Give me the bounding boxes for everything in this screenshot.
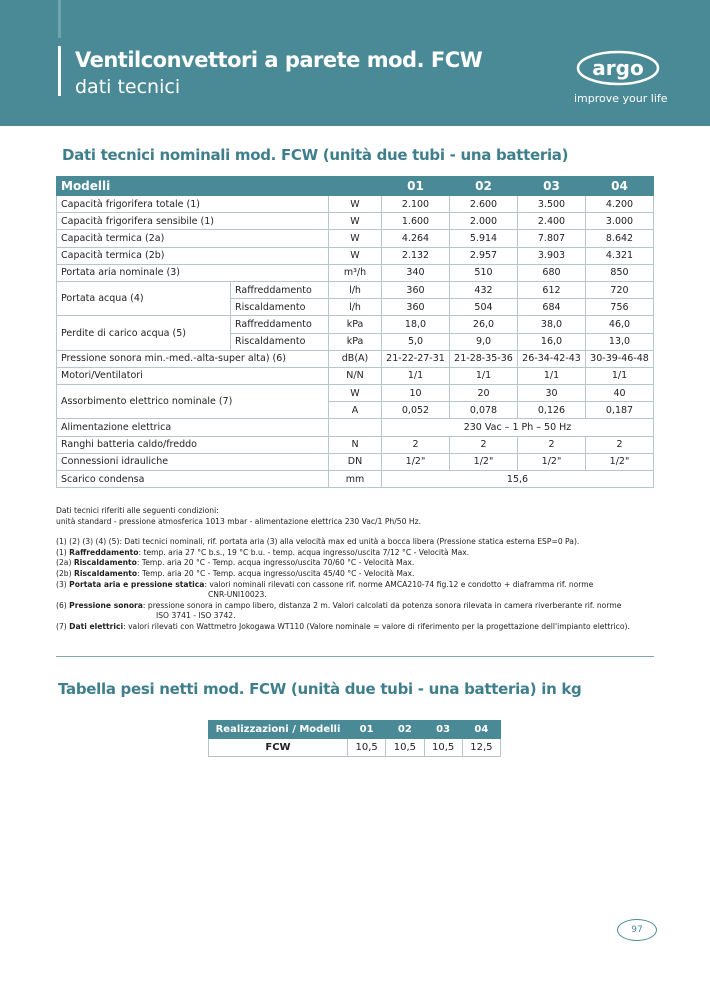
weights-table	[208, 720, 501, 757]
row-label: Perdite di carico acqua (5)	[57, 316, 231, 350]
note-line: ISO 3741 - ISO 3742.	[156, 611, 236, 621]
row-unit	[329, 419, 382, 436]
table-row	[57, 436, 654, 453]
note-line: (6) Pressione sonora: pressione sonora in campo libero, distanza 2 m. Valori calcolati da potenza sonora rilevata in camera riverberante rif. norme	[56, 600, 622, 610]
note-line: (1) (2) (3) (4) (5): Dati tecnici nominali, rif. portata aria (3) alla velocità max ed unità a bocca libera (Pressione statica esterna ESP=0 Pa).	[56, 537, 580, 547]
table-header-row	[209, 721, 501, 739]
table-header-row	[57, 177, 654, 196]
row-value: 18,0	[382, 316, 450, 333]
row-label: FCW	[209, 739, 348, 757]
row-value: 0,052	[382, 402, 450, 419]
row-value: 1/2"	[450, 453, 518, 470]
row-value: 40	[586, 385, 654, 402]
page-title: Ventilconvettori a parete mod. FCW	[75, 48, 483, 72]
row-unit: kPa	[329, 333, 382, 350]
row-value: 30	[518, 385, 586, 402]
argo-logo	[576, 50, 660, 86]
row-value: 2.957	[450, 247, 518, 264]
row-value: 3.000	[586, 213, 654, 230]
row-label: Assorbimento elettrico nominale (7)	[57, 385, 329, 419]
row-value: 12,5	[462, 739, 500, 757]
row-unit: W	[329, 385, 382, 402]
row-value: 432	[450, 281, 518, 298]
row-value: 680	[518, 264, 586, 281]
row-value: 4.200	[586, 196, 654, 213]
row-label: Portata aria nominale (3)	[57, 264, 329, 281]
header-cell-models: Modelli	[57, 177, 382, 196]
row-value: 360	[382, 299, 450, 316]
row-label: Capacità termica (2b)	[57, 247, 329, 264]
row-value: 20	[450, 385, 518, 402]
row-sublabel: Riscaldamento	[231, 299, 329, 316]
row-label: Capacità frigorifera totale (1)	[57, 196, 329, 213]
note-line: (2b) Riscaldamento: Temp. aria 20 °C - Temp. acqua ingresso/uscita 45/40 °C - Velocità Max.	[56, 568, 415, 578]
note-intro: Dati tecnici riferiti alle seguenti condizioni:	[56, 506, 219, 515]
row-value: 10,5	[424, 739, 462, 757]
note-line: (1) Raffreddamento: temp. aria 27 °C b.s., 19 °C b.u. - temp. acqua ingresso/uscita 7/12 °C - Velocità Max.	[56, 547, 470, 557]
header-cell-model: 03	[424, 721, 462, 739]
row-value: 1/2"	[382, 453, 450, 470]
row-unit: m³/h	[329, 264, 382, 281]
row-value: 1/1	[450, 367, 518, 384]
row-value: 1/1	[586, 367, 654, 384]
row-label: Capacità frigorifera sensibile (1)	[57, 213, 329, 230]
table-row	[57, 419, 654, 436]
page-header	[0, 0, 710, 126]
table-row	[57, 453, 654, 470]
row-value: 230 Vac – 1 Ph – 50 Hz	[382, 419, 654, 436]
row-label: Ranghi batteria caldo/freddo	[57, 436, 329, 453]
row-value: 13,0	[586, 333, 654, 350]
row-value: 612	[518, 281, 586, 298]
row-value: 26,0	[450, 316, 518, 333]
header-cell-model: 03	[518, 177, 586, 196]
logo-text: argo	[592, 56, 644, 80]
row-value: 10,5	[386, 739, 424, 757]
table-row	[57, 230, 654, 247]
row-value: 850	[586, 264, 654, 281]
table-row	[57, 264, 654, 281]
row-label: Scarico condensa	[57, 471, 329, 488]
row-value: 756	[586, 299, 654, 316]
row-unit: N	[329, 436, 382, 453]
row-value: 720	[586, 281, 654, 298]
row-value: 1/1	[382, 367, 450, 384]
row-value: 684	[518, 299, 586, 316]
footnotes	[56, 506, 666, 633]
table-row	[57, 247, 654, 264]
row-unit: l/h	[329, 281, 382, 298]
section-divider	[56, 656, 654, 657]
table-row	[57, 281, 654, 298]
row-value: 2	[586, 436, 654, 453]
row-value: 360	[382, 281, 450, 298]
row-unit: W	[329, 247, 382, 264]
row-value: 4.264	[382, 230, 450, 247]
row-value: 10,5	[348, 739, 386, 757]
row-value: 38,0	[518, 316, 586, 333]
row-unit: W	[329, 196, 382, 213]
technical-data-table	[56, 176, 654, 488]
row-value: 5,0	[382, 333, 450, 350]
table-row	[57, 196, 654, 213]
row-label: Pressione sonora min.-med.-alta-super alta) (6)	[57, 350, 329, 367]
row-value: 10	[382, 385, 450, 402]
row-value: 1/2"	[586, 453, 654, 470]
row-value: 9,0	[450, 333, 518, 350]
header-cell-model: 01	[348, 721, 386, 739]
table-row	[57, 385, 654, 402]
table-row	[57, 350, 654, 367]
tagline: improve your life	[574, 92, 668, 105]
row-unit: kPa	[329, 316, 382, 333]
row-unit: mm	[329, 471, 382, 488]
note-intro: unità standard - pressione atmosferica 1013 mbar - alimentazione elettrica 230 Vac/1 Ph/50 Hz.	[56, 516, 421, 526]
row-unit: W	[329, 213, 382, 230]
row-unit: W	[329, 230, 382, 247]
row-value: 16,0	[518, 333, 586, 350]
row-value: 26-34-42-43	[518, 350, 586, 367]
page-number: 97	[617, 919, 657, 941]
row-value: 8.642	[586, 230, 654, 247]
row-value: 2	[518, 436, 586, 453]
row-value: 1.600	[382, 213, 450, 230]
row-value: 504	[450, 299, 518, 316]
header-cell-model: 02	[386, 721, 424, 739]
row-value: 21-28-35-36	[450, 350, 518, 367]
note-line: (2a) Riscaldamento: Temp. aria 20 °C - Temp. acqua ingresso/uscita 70/60 °C - Velocità Max.	[56, 558, 415, 568]
page-subtitle: dati tecnici	[75, 76, 181, 98]
row-value: 2.000	[450, 213, 518, 230]
row-value: 2.600	[450, 196, 518, 213]
row-value: 0,126	[518, 402, 586, 419]
row-sublabel: Raffreddamento	[231, 316, 329, 333]
table-row	[57, 316, 654, 333]
row-unit: dB(A)	[329, 350, 382, 367]
row-unit: N/N	[329, 367, 382, 384]
row-unit: A	[329, 402, 382, 419]
header-cell-model: 02	[450, 177, 518, 196]
row-value: 4.321	[586, 247, 654, 264]
row-value: 5.914	[450, 230, 518, 247]
row-sublabel: Riscaldamento	[231, 333, 329, 350]
row-value: 2	[382, 436, 450, 453]
row-value: 510	[450, 264, 518, 281]
row-value: 1/1	[518, 367, 586, 384]
row-value: 2.100	[382, 196, 450, 213]
row-value: 46,0	[586, 316, 654, 333]
header-cell-realizations: Realizzazioni / Modelli	[209, 721, 348, 739]
row-value: 2.400	[518, 213, 586, 230]
row-value: 3.500	[518, 196, 586, 213]
row-label: Connessioni idrauliche	[57, 453, 329, 470]
row-value: 3.903	[518, 247, 586, 264]
row-value: 340	[382, 264, 450, 281]
note-line: (7) Dati elettrici: valori rilevati con Wattmetro Jokogawa WT110 (Valore nominale = valore di riferimento per la progettazione dell'impianto elettrico).	[56, 621, 630, 631]
header-cell-model: 01	[382, 177, 450, 196]
row-value: 2.132	[382, 247, 450, 264]
note-line: (3) Portata aria e pressione statica: valori nominali rilevati con cassone rif. norme AMCA210-74 fig.12 e condotto + diaframma rif. norme	[56, 579, 594, 589]
row-value: 21-22-27-31	[382, 350, 450, 367]
header-accent-bar	[58, 46, 61, 96]
table-row	[57, 367, 654, 384]
row-sublabel: Raffreddamento	[231, 281, 329, 298]
table-row	[209, 739, 501, 757]
row-unit: l/h	[329, 299, 382, 316]
row-label: Portata acqua (4)	[57, 281, 231, 315]
header-cell-model: 04	[586, 177, 654, 196]
section-title-technical-data: Dati tecnici nominali mod. FCW (unità due tubi - una batteria)	[62, 146, 569, 164]
row-label: Motori/Ventilatori	[57, 367, 329, 384]
header-cell-model: 04	[462, 721, 500, 739]
row-value: 0,187	[586, 402, 654, 419]
row-value: 15,6	[382, 471, 654, 488]
note-line: CNR-UNI10023.	[208, 590, 267, 600]
row-value: 30-39-46-48	[586, 350, 654, 367]
section-title-weights: Tabella pesi netti mod. FCW (unità due tubi - una batteria) in kg	[58, 680, 582, 698]
row-label: Alimentazione elettrica	[57, 419, 329, 436]
row-value: 1/2"	[518, 453, 586, 470]
row-unit: DN	[329, 453, 382, 470]
table-row	[57, 213, 654, 230]
row-value: 2	[450, 436, 518, 453]
row-value: 0,078	[450, 402, 518, 419]
row-value: 7.807	[518, 230, 586, 247]
row-label: Capacità termica (2a)	[57, 230, 329, 247]
table-row	[57, 471, 654, 488]
header-top-line	[58, 0, 61, 38]
